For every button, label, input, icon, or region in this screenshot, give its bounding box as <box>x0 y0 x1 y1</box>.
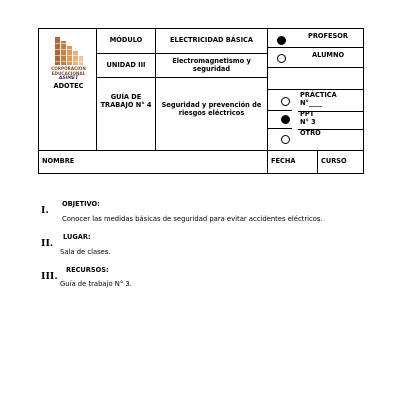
guia-label-cell <box>96 77 156 151</box>
section-recursos <box>41 264 132 288</box>
alumno-radio[interactable] <box>277 54 286 63</box>
unidad-label-cell <box>96 53 156 78</box>
section-numeral: III. <box>41 271 58 282</box>
guia-label: GUÍA DE TRABAJO N° 4 <box>100 93 152 109</box>
fecha-label: FECHA <box>271 157 296 166</box>
otro-radio[interactable] <box>281 135 290 144</box>
modulo-value-cell <box>155 28 268 54</box>
role-selector <box>267 28 364 68</box>
type-divider-left-2 <box>268 128 292 129</box>
nombre-cell[interactable] <box>38 150 268 174</box>
section-title: OBJETIVO: <box>62 200 100 208</box>
section-numeral: I. <box>41 205 49 216</box>
profesor-radio[interactable] <box>277 36 286 45</box>
logo-cell <box>38 28 97 151</box>
section-lugar <box>41 231 111 256</box>
modulo-label: MÓDULO <box>109 36 143 45</box>
type-selector <box>267 89 364 151</box>
ppt-radio[interactable] <box>281 115 290 124</box>
guia-value: Seguridad y prevención de riesgos eléctricos <box>161 101 262 117</box>
section-title: LUGAR: <box>63 233 91 241</box>
section-numeral: II. <box>41 238 54 249</box>
corporation-logo-icon <box>51 35 85 67</box>
profesor-label: PROFESOR <box>308 32 348 40</box>
logo-line-2: EDUCACIONAL <box>51 70 86 76</box>
unidad-label: UNIDAD III <box>106 60 146 69</box>
section-objetivo <box>41 198 323 223</box>
curso-label: CURSO <box>321 157 347 166</box>
section-body: Guía de trabajo N° 3. <box>60 280 132 288</box>
unidad-value: Electromagnetismo y seguridad <box>172 56 251 73</box>
fecha-cell[interactable] <box>267 150 318 174</box>
section-body: Conocer las medidas básicas de seguridad para evitar accidentes eléctricos. <box>62 215 323 223</box>
type-divider-left-1 <box>268 110 292 111</box>
nombre-label: NOMBRE <box>42 157 75 166</box>
practica-radio[interactable] <box>281 97 290 106</box>
alumno-label: ALUMNO <box>312 51 345 59</box>
logo-brand: ASIMET <box>58 76 79 81</box>
organization-name: ADOTEC <box>53 82 84 90</box>
otro-label: OTRO <box>300 129 321 137</box>
logo-line-1: CORPORACION <box>51 66 86 71</box>
ppt-number: N° 3 <box>300 118 316 126</box>
curso-cell[interactable] <box>317 150 364 174</box>
practica-label: PRÁCTICA <box>300 91 337 99</box>
section-title: RECURSOS: <box>66 266 109 274</box>
unidad-value-cell <box>155 53 268 78</box>
modulo-value: ELECTRICIDAD BÁSICA <box>170 36 253 45</box>
modulo-label-cell <box>96 28 156 54</box>
ppt-label: PPT <box>300 110 315 118</box>
guia-value-cell <box>155 77 268 151</box>
practica-number: N°____ <box>300 99 323 107</box>
section-body: Sala de clases. <box>60 248 111 256</box>
role-divider <box>268 47 363 48</box>
